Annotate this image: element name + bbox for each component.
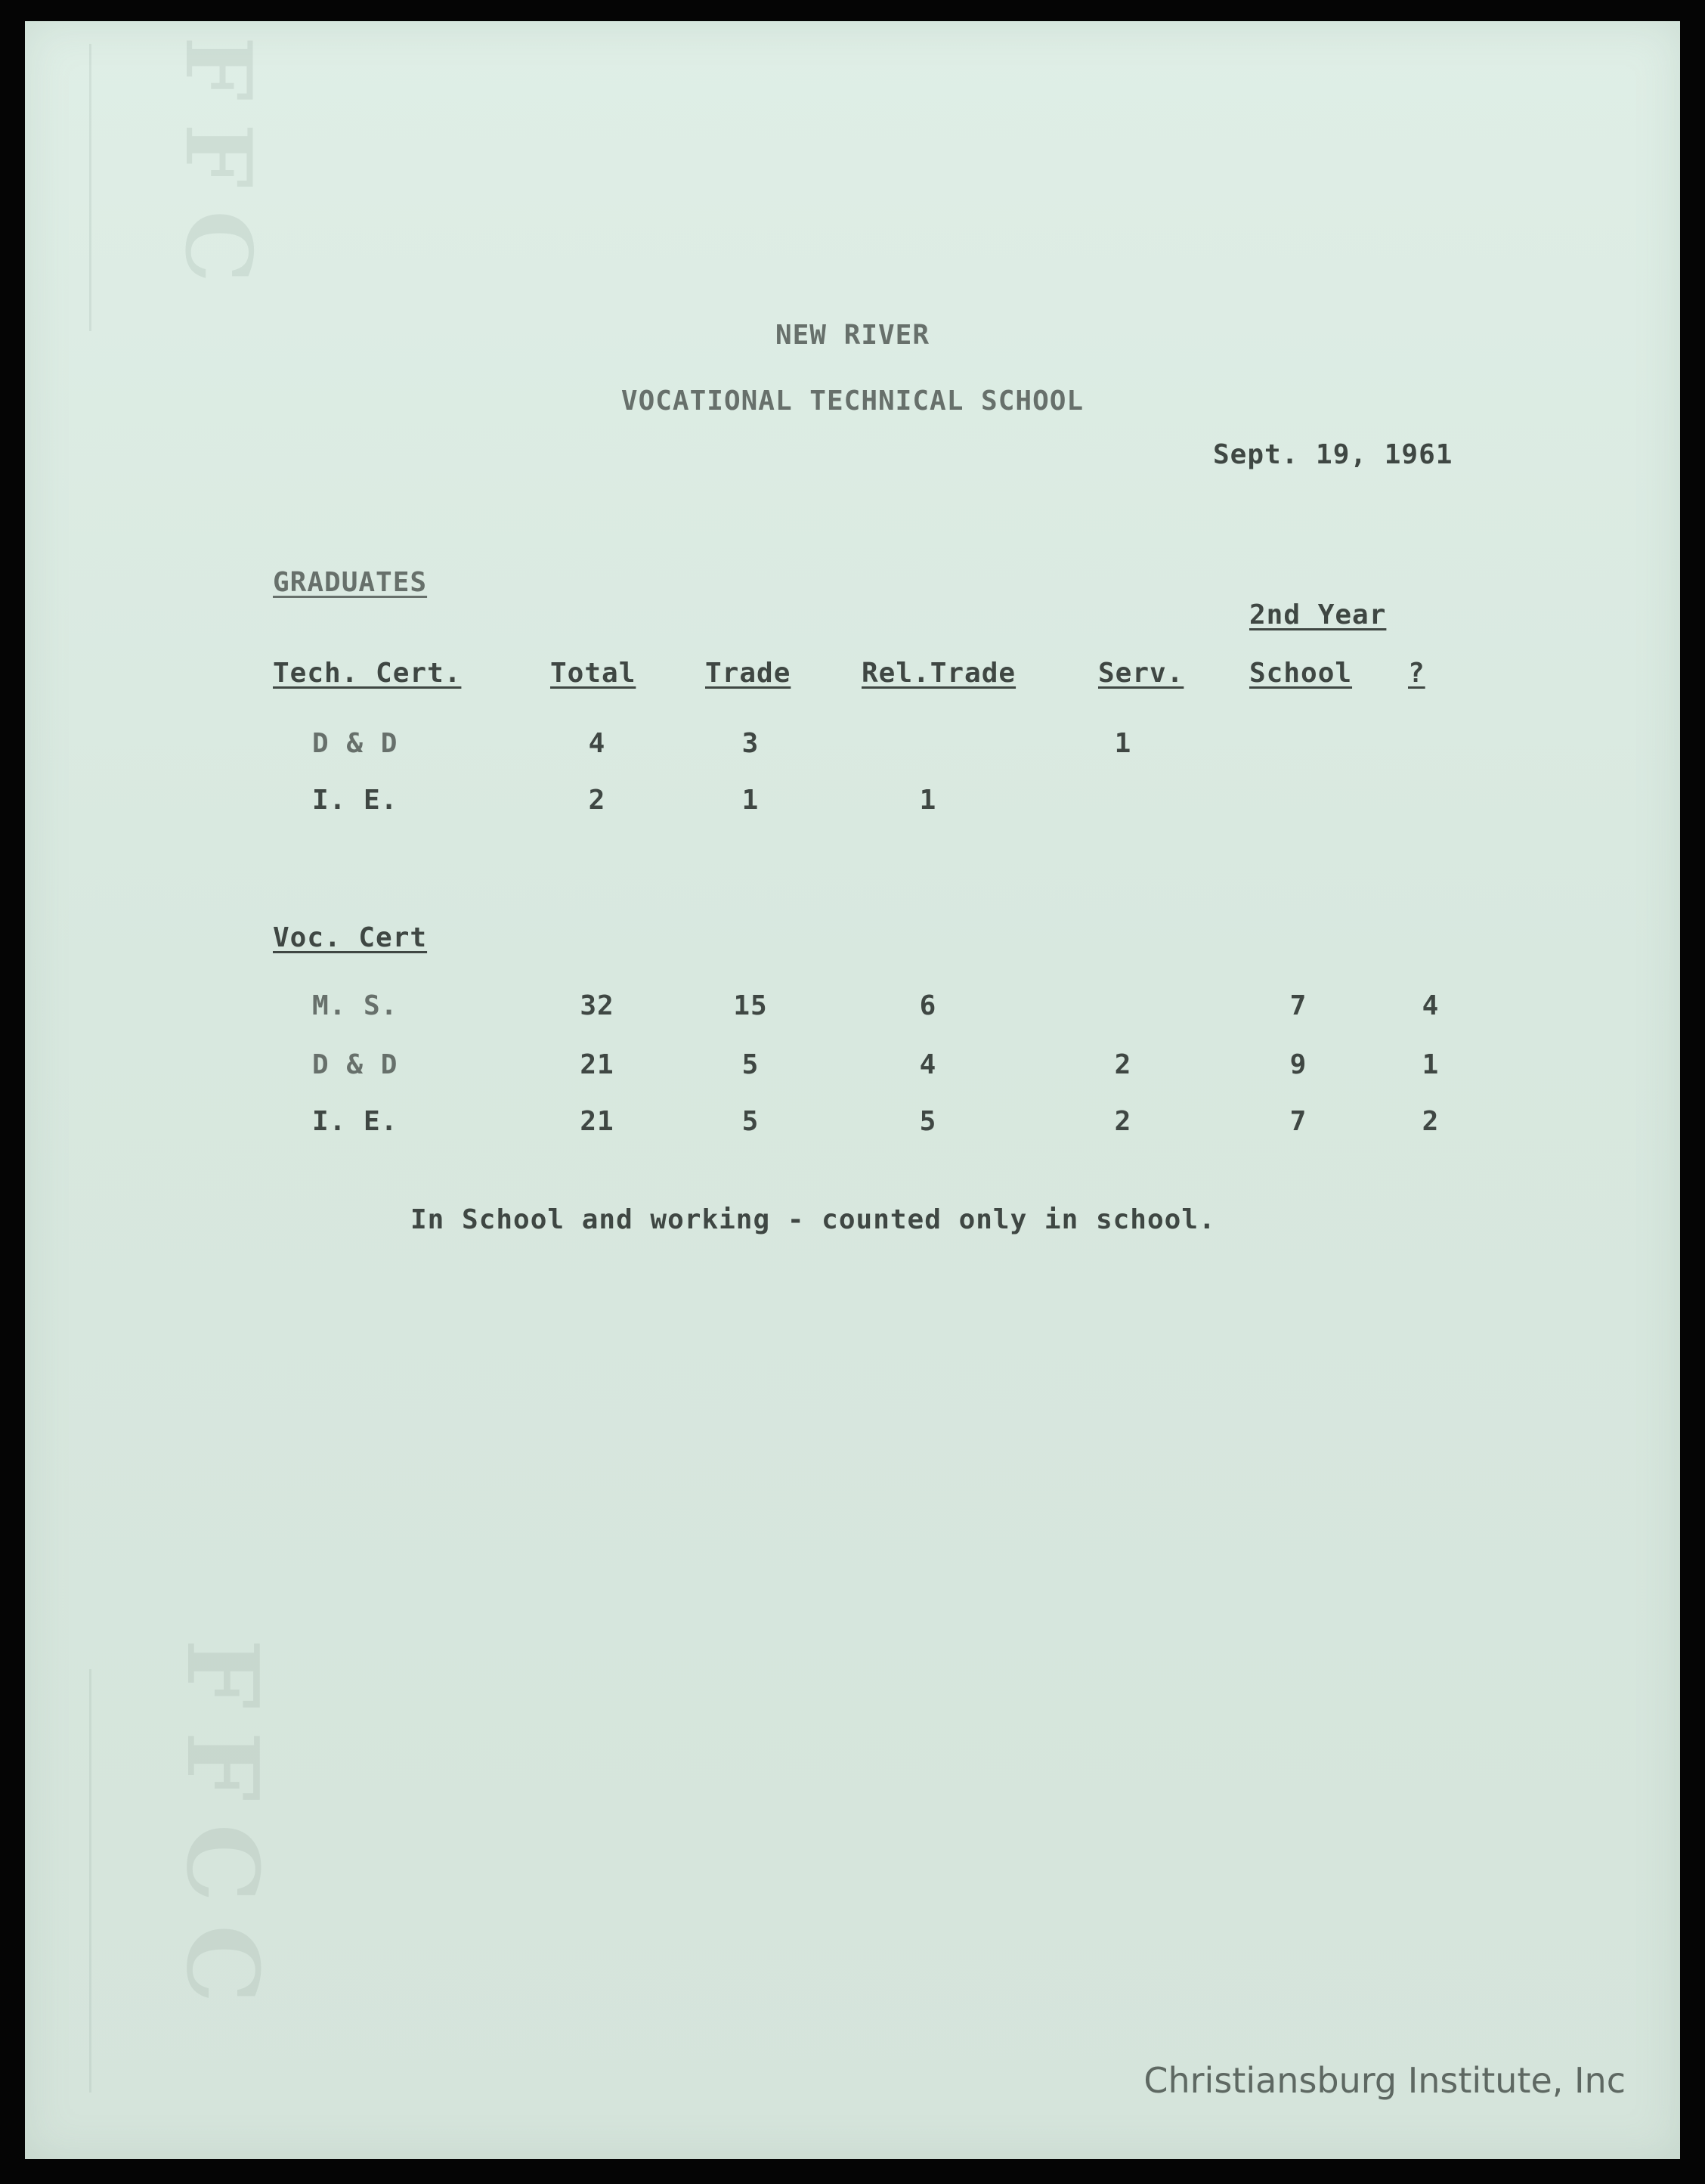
- row-label: I. E.: [312, 1106, 398, 1137]
- paper-sheet: [25, 21, 1680, 2159]
- cell-school: 9: [1289, 1049, 1307, 1080]
- school-name-line2: VOCATIONAL TECHNICAL SCHOOL: [620, 386, 1085, 417]
- cell-school: 7: [1289, 1106, 1307, 1137]
- column-header-school: School: [1249, 658, 1353, 689]
- cell-total: 32: [580, 990, 614, 1021]
- school-name-line1: NEW RIVER: [775, 320, 930, 351]
- cell-trade: 5: [741, 1049, 760, 1080]
- cell-unknown: 2: [1422, 1106, 1440, 1137]
- row-label: M. S.: [312, 990, 398, 1021]
- cell-serv: 2: [1114, 1049, 1132, 1080]
- cell-trade: 5: [741, 1106, 760, 1137]
- watermark-line: [89, 44, 91, 331]
- cell-total: 2: [588, 785, 606, 816]
- cell-trade: 1: [741, 785, 760, 816]
- voc-cert-heading: Voc. Cert: [273, 922, 428, 953]
- cell-total: 21: [580, 1106, 614, 1137]
- footnote: In School and working - counted only in school.: [410, 1204, 1216, 1235]
- cell-serv: 1: [1114, 728, 1132, 759]
- cell-rel-trade: 1: [919, 785, 937, 816]
- watermark-line: [89, 1669, 91, 2093]
- cell-rel-trade: 6: [919, 990, 937, 1021]
- cell-unknown: 1: [1422, 1049, 1440, 1080]
- cell-trade: 3: [741, 728, 760, 759]
- cell-rel-trade: 4: [919, 1049, 937, 1080]
- cell-total: 4: [588, 728, 606, 759]
- column-header-rel-trade: Rel.Trade: [862, 658, 1017, 689]
- row-label: I. E.: [312, 785, 398, 816]
- watermark-bottom: FFCC: [165, 1639, 280, 2026]
- archive-credit: Christiansburg Institute, Inc: [1143, 2060, 1626, 2101]
- row-label: D & D: [312, 1049, 398, 1080]
- document-date: Sept. 19, 1961: [1213, 439, 1453, 470]
- watermark-top: FFC: [165, 36, 271, 305]
- cell-rel-trade: 5: [919, 1106, 937, 1137]
- row-label: D & D: [312, 728, 398, 759]
- cell-serv: 2: [1114, 1106, 1132, 1137]
- cell-school: 7: [1289, 990, 1307, 1021]
- cell-unknown: 4: [1422, 990, 1440, 1021]
- column-header-tech-cert: Tech. Cert.: [273, 658, 462, 689]
- graduates-heading: GRADUATES: [273, 567, 428, 598]
- column-header-unknown: ?: [1408, 658, 1425, 689]
- column-group-header: 2nd Year: [1249, 599, 1387, 630]
- column-header-trade: Trade: [705, 658, 791, 689]
- column-header-total: Total: [550, 658, 636, 689]
- column-header-serv: Serv.: [1098, 658, 1184, 689]
- cell-total: 21: [580, 1049, 614, 1080]
- cell-trade: 15: [733, 990, 768, 1021]
